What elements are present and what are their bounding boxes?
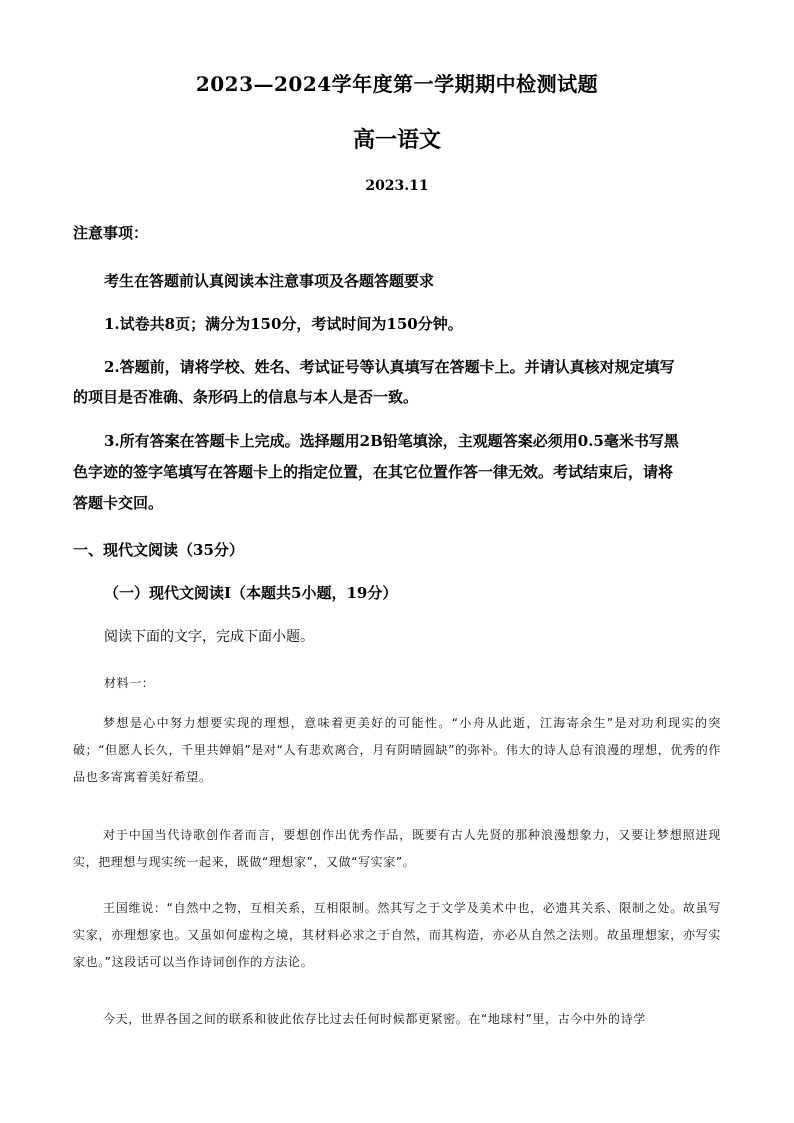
section-heading: 一、现代文阅读（35分） (73, 541, 244, 559)
notice-item-3-line-3: 答题卡交回。 (73, 494, 164, 512)
passage-paragraph-2: 对于中国当代诗歌创作者而言，要想创作出优秀作品，既要有古人先贤的那种浪漫想象力，又要让梦想照进现实，把理想与现实统一起来，既做“理想家”，又做“写实家”。 (73, 828, 721, 869)
passage-paragraph-1: 梦想是心中努力想要实现的理想，意味着更美好的可能性。“小舟从此逝，江海寄余生”是对功利现实的突破；“但愿人长久，千里共婵娟”是对“人有悲欢离合，月有阴晴圆缺”的弥补。伟大的诗人总有浪漫的理想，优秀的作品也多寄寓着美好希望。 (73, 716, 721, 784)
notice-item-3-line-1: 3.所有答案在答题卡上完成。选择题用2B铅笔填涂，主观题答案必须用0.5毫米书写黑 (104, 432, 679, 450)
exam-title: 2023—2024学年度第一学期期中检测试题 (195, 72, 599, 96)
exam-subject: 高一语文 (352, 127, 441, 153)
notice-intro: 考生在答题前认真阅读本注意事项及各题答题要求 (104, 272, 435, 290)
reading-instruction: 阅读下面的文字，完成下面小题。 (104, 629, 314, 645)
notice-item-2-line-2: 的项目是否准确、条形码上的信息与本人是否一致。 (73, 388, 419, 406)
passage-paragraph-4: 今天，世界各国之间的联系和彼此依存比过去任何时候都更紧密。在“地球村”里，古今中外的诗学 (103, 1012, 646, 1026)
exam-date: 2023.11 (365, 178, 429, 194)
notice-item-2-line-1: 2.答题前，请将学校、姓名、考试证号等认真填写在答题卡上。并请认真核对规定填写 (104, 358, 675, 376)
notice-heading: 注意事项： (73, 224, 149, 242)
material-label: 材料一： (104, 676, 155, 690)
passage-paragraph-3: 王国维说：“自然中之物，互相关系，互相限制。然其写之于文学及美术中也，必遗其关系、限制之处。故虽写实家，亦理想家也。又虽如何虚构之境，其材料必求之于自然，而其构造，亦必从自然之法则。故虽理想家，亦写实家也。”这段话可以当作诗词创作的方法论。 (73, 901, 721, 969)
notice-item-3-line-2: 色字迹的签字笔填写在答题卡上的指定位置，在其它位置作答一律无效。考试结束后，请将 (73, 463, 674, 481)
section-subheading: （一）现代文阅读Ⅰ（本题共5小题，19分） (104, 584, 398, 602)
notice-item-1: 1.试卷共8页；满分为150分，考试时间为150分钟。 (104, 315, 463, 333)
